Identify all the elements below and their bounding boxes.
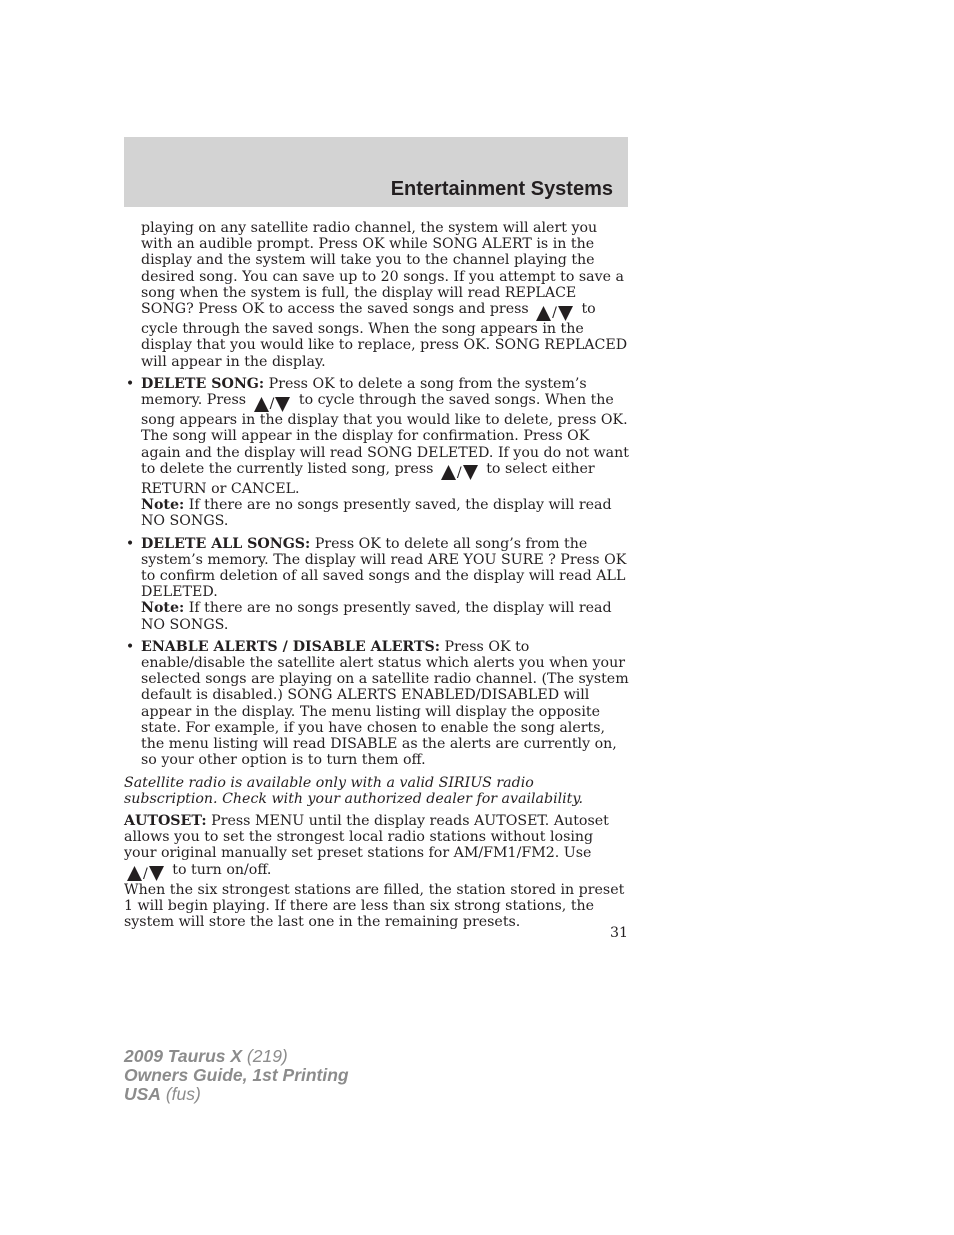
- bullet-text: Press OK to delete a song from the system’s memory. Press: [141, 375, 587, 409]
- autoset-label: AUTOSET:: [124, 812, 207, 829]
- footer-line-model: [124, 1047, 349, 1066]
- down-arrow-icon: [149, 866, 164, 881]
- arrow-separator: /: [552, 305, 557, 322]
- paragraph-autoset: [124, 813, 630, 882]
- footer-line-guide: [124, 1066, 349, 1085]
- bullet-label: ENABLE ALERTS / DISABLE ALERTS:: [141, 638, 441, 655]
- arrow-separator: /: [269, 396, 275, 413]
- paragraph-text: to turn on/off.: [172, 861, 272, 878]
- section-header-band: [124, 137, 628, 207]
- bullet-marker: •: [125, 638, 135, 655]
- arrow-separator: /: [456, 464, 462, 481]
- footer-guide: Owners Guide, 1st Printing: [124, 1065, 349, 1085]
- section-title: Entertainment Systems: [390, 178, 613, 200]
- bullet-label: DELETE SONG:: [141, 375, 265, 392]
- up-arrow-icon: [254, 397, 269, 412]
- paragraph-text: playing on any satellite radio channel, the system will alert you with an audible prompt. Press OK while SONG ALERT is in the display and the system will take you to the channel playing the desired song. You can save up to 20 songs. If you attempt to save a song when the system is full, the display will read REPLACE SONG? Press OK to access the saved songs and press: [141, 220, 624, 318]
- up-arrow-icon: [536, 306, 551, 321]
- down-arrow-icon: [558, 306, 573, 321]
- paragraph-text: to cycle through the saved songs. When the song appears in the display that you would like to replace, press OK. SONG REPLACED will appear in the display.: [141, 301, 628, 370]
- footer-model-code: (219): [246, 1046, 288, 1066]
- bullet-label: DELETE ALL SONGS:: [141, 535, 311, 552]
- note: [141, 600, 630, 632]
- note-label: Note:: [141, 600, 185, 617]
- footer-line-market: [124, 1085, 349, 1104]
- bullet-text: Press OK to enable/disable the satellite alert status which alerts you when your selected songs are playing on a satellite radio channel. (The system default is disabled.) SONG ALERTS ENABLED/DISABLED will appear in the display. The menu listing will display the opposite state. For example, if you have chosen to enable the song alerts, the menu listing will read DISABLE as the alerts are currently on, so your other option is to turn them off.: [141, 638, 629, 769]
- note-text: If there are no songs presently saved, the display will read NO SONGS.: [141, 497, 612, 530]
- footer-market: USA: [124, 1084, 161, 1104]
- paragraph-text: Press MENU until the display reads AUTOSET. Autoset allows you to set the strongest local radio stations without losing your original manually set preset stations for AM/FM1/FM2. Use: [124, 812, 609, 862]
- page-content: [124, 220, 630, 930]
- footer-market-code: (fus): [165, 1084, 201, 1104]
- note-text: If there are no songs presently saved, the display will read NO SONGS.: [141, 600, 612, 633]
- down-arrow-icon: [275, 397, 290, 412]
- bullet-enable-disable-alerts: [124, 639, 630, 769]
- up-down-arrows: [127, 866, 164, 882]
- up-arrow-icon: [441, 465, 456, 480]
- bullet-text: to select either RETURN or CANCEL.: [141, 460, 595, 498]
- up-down-arrows: [536, 305, 573, 321]
- arrow-separator: /: [143, 865, 148, 882]
- page-number: 31: [609, 925, 628, 941]
- footer-model: 2009 Taurus X: [124, 1046, 243, 1066]
- up-down-arrows: [254, 396, 291, 412]
- up-arrow-icon: [127, 866, 142, 881]
- up-down-arrows: [441, 465, 478, 481]
- note-label: Note:: [141, 497, 185, 514]
- bullet-text: Press OK to delete all song’s from the system’s memory. The display will read ARE YOU SURE ? Press OK to confirm deletion of all saved songs and the display will read ALL DELETED.: [141, 535, 627, 601]
- document-footer: [124, 1047, 349, 1104]
- note: [141, 497, 630, 529]
- bullet-text: to cycle through the saved songs. When the song appears in the display that you would like to delete, press OK. The song will appear in the display for confirmation. Press OK again and the display will read SONG DELETED. If you do not want to delete the currently listed song, press: [141, 392, 629, 477]
- sirius-availability-note: Satellite radio is available only with a valid SIRIUS radio subscription. Check with your authorized dealer for availability.: [124, 774, 584, 807]
- down-arrow-icon: [463, 465, 478, 480]
- bullet-marker: •: [125, 375, 135, 392]
- bullet-delete-song: [124, 376, 630, 530]
- bullet-delete-all-songs: [124, 536, 630, 633]
- bullet-marker: •: [125, 535, 135, 552]
- paragraph-presets: When the six strongest stations are filled, the station stored in preset 1 will begin playing. If there are less than six strong stations, the system will store the last one in the remaining presets.: [124, 881, 625, 931]
- paragraph-replace-song: [124, 220, 630, 370]
